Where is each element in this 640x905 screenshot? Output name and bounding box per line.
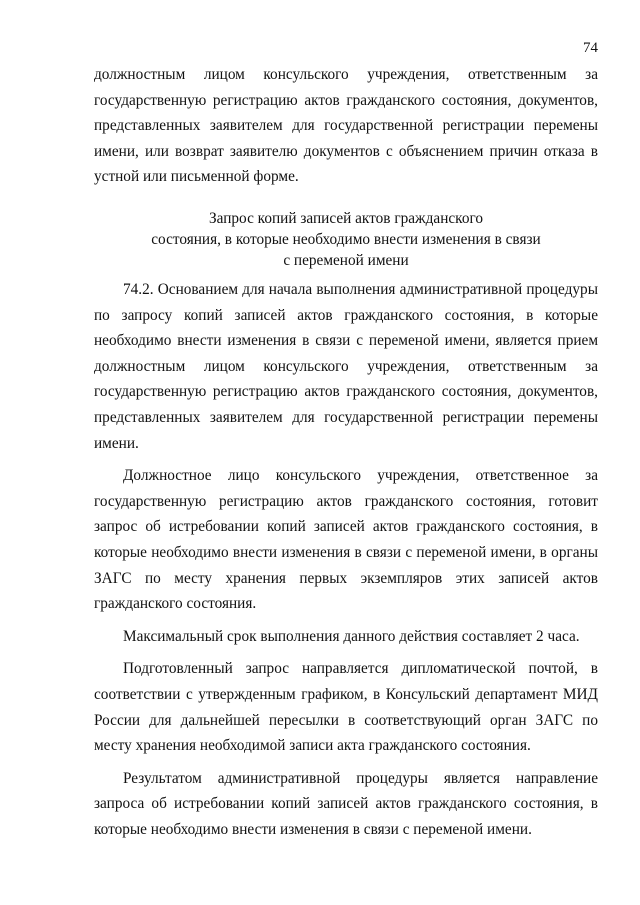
paragraph-responsible-official: Должностное лицо консульского учреждения, ответственное за государственную регистрацию актов гражданского состояния, готовит запрос об истребовании копий записей актов гражданского состояния, в которые необходимо внести изменения в связи с переменой имени, в органы ЗАГС по месту хранения первых экземпляров этих записей актов гражданского состояния.: [94, 467, 598, 613]
intro-paragraph: должностным лицом консульского учреждения, ответственным за государственную регистрацию актов гражданского состояния, документов, представленных заявителем для государственной регистрации перемены имени, или возврат заявителю документов с объяснением причин отказа в устной или письменной форме.: [94, 66, 598, 186]
paragraph-74-2: 74.2. Основанием для начала выполнения административной процедуры по запросу копий записей актов гражданского состояния, в которые необходимо внести изменения в связи с переменой имени, является прием должностным лицом консульского учреждения, ответственным за государственную регистрацию актов гражданского состояния, документов, представленных заявителем для государственной регистрации перемены имени.: [94, 281, 598, 452]
page-number: 74: [583, 40, 598, 56]
section-heading-line-2: состояния, в которые необходимо внести изменения в связи: [151, 231, 541, 248]
section-heading-line-3: с переменой имени: [283, 252, 409, 269]
intro-block: [94, 62, 598, 190]
paragraph-result: Результатом административной процедуры является направление запроса об истребовании копий записей актов гражданского состояния, в которые необходимо внести изменения в связи с переменой имени.: [94, 769, 598, 838]
section-heading-line-1: Запрос копий записей актов гражданского: [208, 210, 484, 227]
section-heading: [94, 208, 598, 271]
body-block: [94, 277, 598, 842]
paragraph-max-duration: Максимальный срок выполнения данного действия составляет 2 часа.: [123, 627, 580, 645]
paragraph-diplomatic-mail: Подготовленный запрос направляется дипломатической почтой, в соответствии с утвержденным графиком, в Консульский департамент МИД России для дальнейшей пересылки в соответствующий орган ЗАГС по месту хранения необходимой записи акта гражданского состояния.: [94, 660, 598, 755]
